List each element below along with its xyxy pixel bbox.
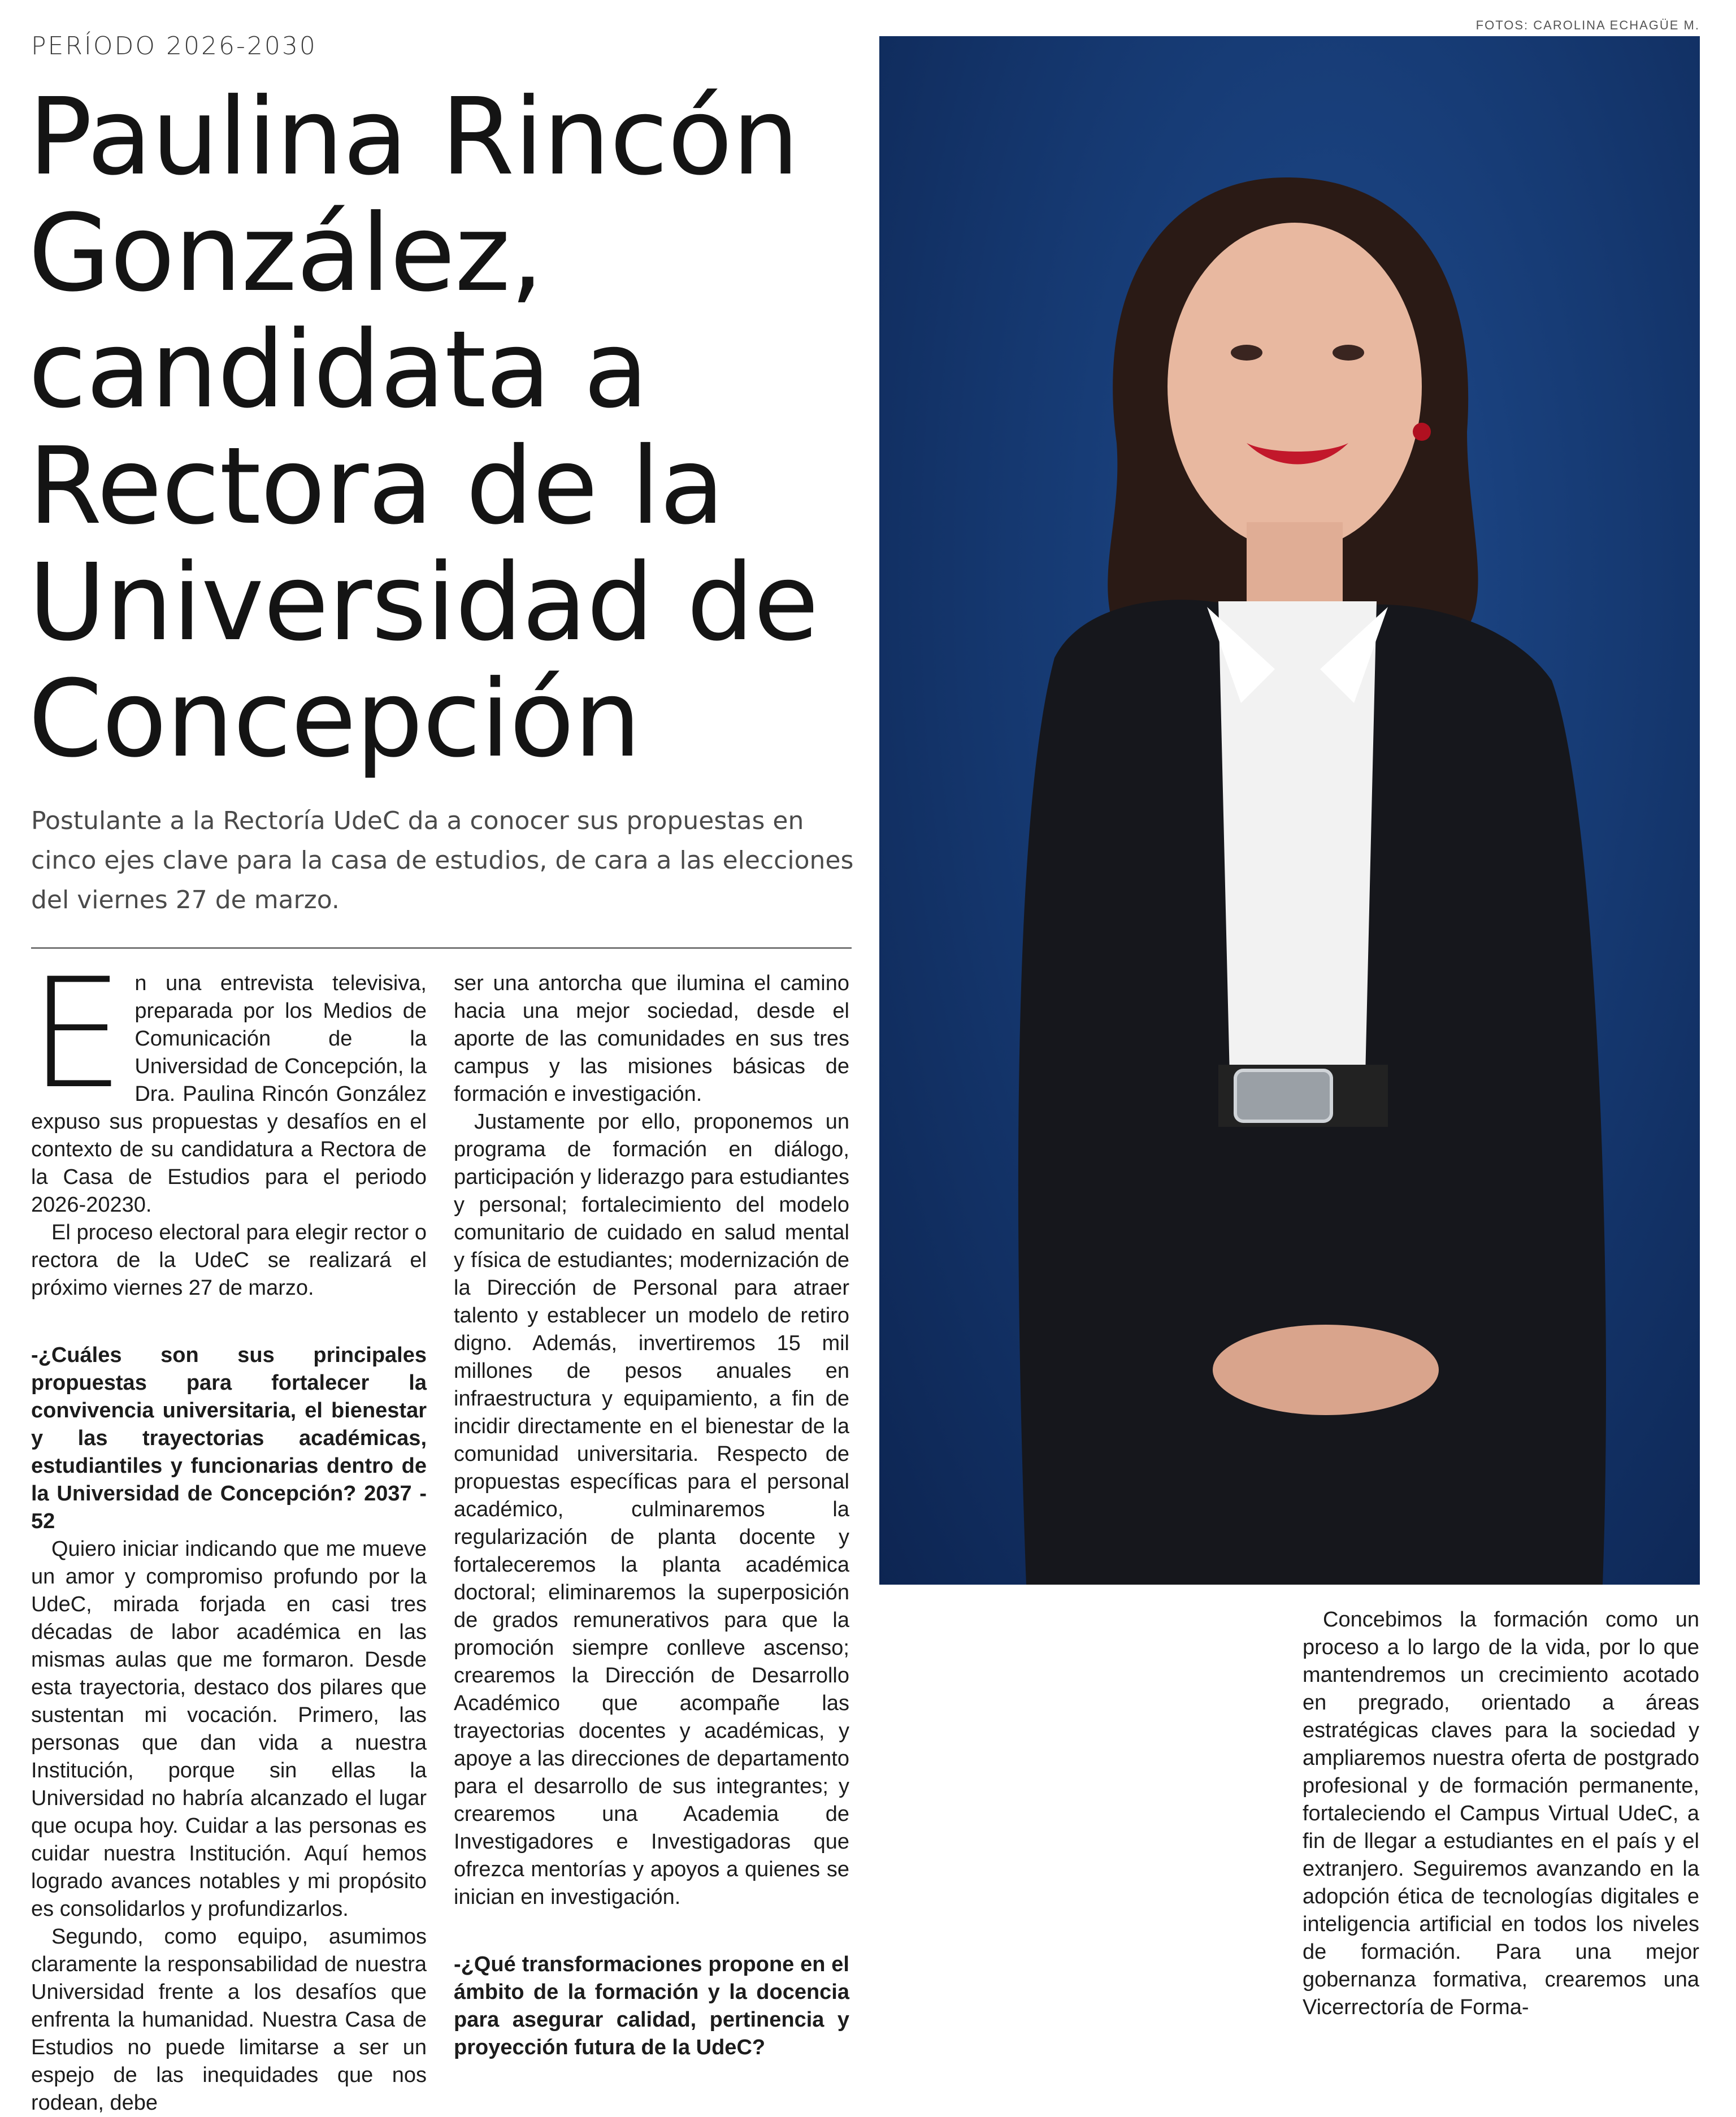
portrait-illustration <box>879 36 1700 1585</box>
section-kicker: PERÍODO 2026-2030 <box>31 32 317 60</box>
article-paragraph: ser una antorcha que ilumina el camino hacia una mejor sociedad, desde el aporte de las comunidades en sus tres campus y las misiones básicas de formación e investigación. <box>454 971 849 1106</box>
article-column-2 <box>454 970 849 2062</box>
divider <box>31 947 852 949</box>
article-paragraph: Concebimos la formación como un proceso a lo largo de la vida, por lo que mantendremos un crecimiento acotado en pregrado, orientado a áreas estratégicas claves para la sociedad y ampliaremos nuestra oferta de postgrado profesional y de formación permanente, fortaleciendo el Campus Virtual UdeC, a fin de llegar a estudiantes en el país y el extranjero. Seguiremos avanzando en la adopción ética de tecnologías digitales e inteligencia artificial en todos los niveles de formación. Para una mejor gobernanza formativa, crearemos una Vicerrectoría de Forma- <box>1303 1608 1699 2019</box>
article-paragraph <box>29 946 427 1219</box>
article-column-1 <box>29 946 427 2117</box>
article-column-3 <box>1303 1606 1699 2021</box>
dropcap: E <box>29 946 125 1122</box>
interview-question: -¿Cuáles son sus principales propuestas para fortalecer la convivencia universitaria, el bienestar y las trayectorias académicas, estudiantiles y funcionarias dentro de la Universidad de Concepción? 2037 - 52 <box>31 1343 427 1533</box>
headline: Paulina Rincón González, candidata a Rectora de la Universidad de Concepción <box>28 75 819 781</box>
deck-subtitle: Postulante a la Rectoría UdeC da a conocer sus propuestas en cinco ejes clave para la casa de estudios, de cara a las elecciones del viernes 27 de marzo. <box>31 806 854 914</box>
interview-question: -¿Qué transformaciones propone en el ámbito de la formación y la docencia para asegurar calidad, pertinencia y proyección futura de la UdeC? <box>454 1953 849 2059</box>
article-paragraph-text: n una entrevista televisiva, preparada por los Medios de Comunicación de la Universidad de Concepción, la Dra. Paulina Rincón González expuso sus propuestas y desafíos en el contexto de su candidatura a Rectora de la Casa de Estudios para el periodo 2026-20230. <box>31 971 427 1217</box>
article-paragraph: Segundo, como equipo, asumimos claramente la responsabilidad de nuestra Universidad frente a los desafíos que enfrenta la humanidad. Nuestra Casa de Estudios no puede limitarse a ser un espejo de las inequidades que nos rodean, debe <box>31 1925 427 2115</box>
article-paragraph: Justamente por ello, proponemos un programa de formación en diálogo, participación y liderazgo para estudiantes y personal; fortalecimiento del modelo comunitario de cuidado en salud mental y física de estudiantes; modernización de la Dirección de Personal para atraer talento y establecer un modelo de retiro digno. Además, invertiremos 15 mil millones de pesos anuales en infraestructura y equipamiento, a fin de incidir directamente en el bienestar de la comunidad universitaria. Respecto de propuestas específicas para el personal académico, culminaremos la regularización de planta docente y fortaleceremos la planta académica doctoral; eliminaremos la superposición de grados remunerativos para que la promoción siempre conlleve ascenso; crearemos la Dirección de Desarrollo Académico que acompañe las trayectorias docentes y académicas, y apoye a las direcciones de departamento para el desarrollo de sus integrantes; y crearemos una Academia de Investigadores e Investigadoras que ofrezca mentorías y apoyos a quienes se inician en investigación. <box>454 1110 849 1909</box>
portrait-photo-icon <box>879 36 1700 1585</box>
article-paragraph: El proceso electoral para elegir rector o rectora de la UdeC se realizará el próximo viernes 27 de marzo. <box>31 1221 427 1300</box>
photo-credit: FOTOS: CAROLINA ECHAGÜE M. <box>1475 18 1700 32</box>
article-paragraph: Quiero iniciar indicando que me mueve un amor y compromiso profundo por la UdeC, mirada forjada en casi tres décadas de labor académica en las mismas aulas que me formaron. Desde esta trayectoria, destaco dos pilares que sustentan mi vocación. Primero, las personas que dan vida a nuestra Institución, porque sin ellas la Universidad no habría alcanzado el lugar que ocupa hoy. Cuidar a las personas es cuidar nuestra Institución. Aquí hemos logrado avances notables y mi propósito es consolidarlos y profundizarlos. <box>31 1537 427 1921</box>
